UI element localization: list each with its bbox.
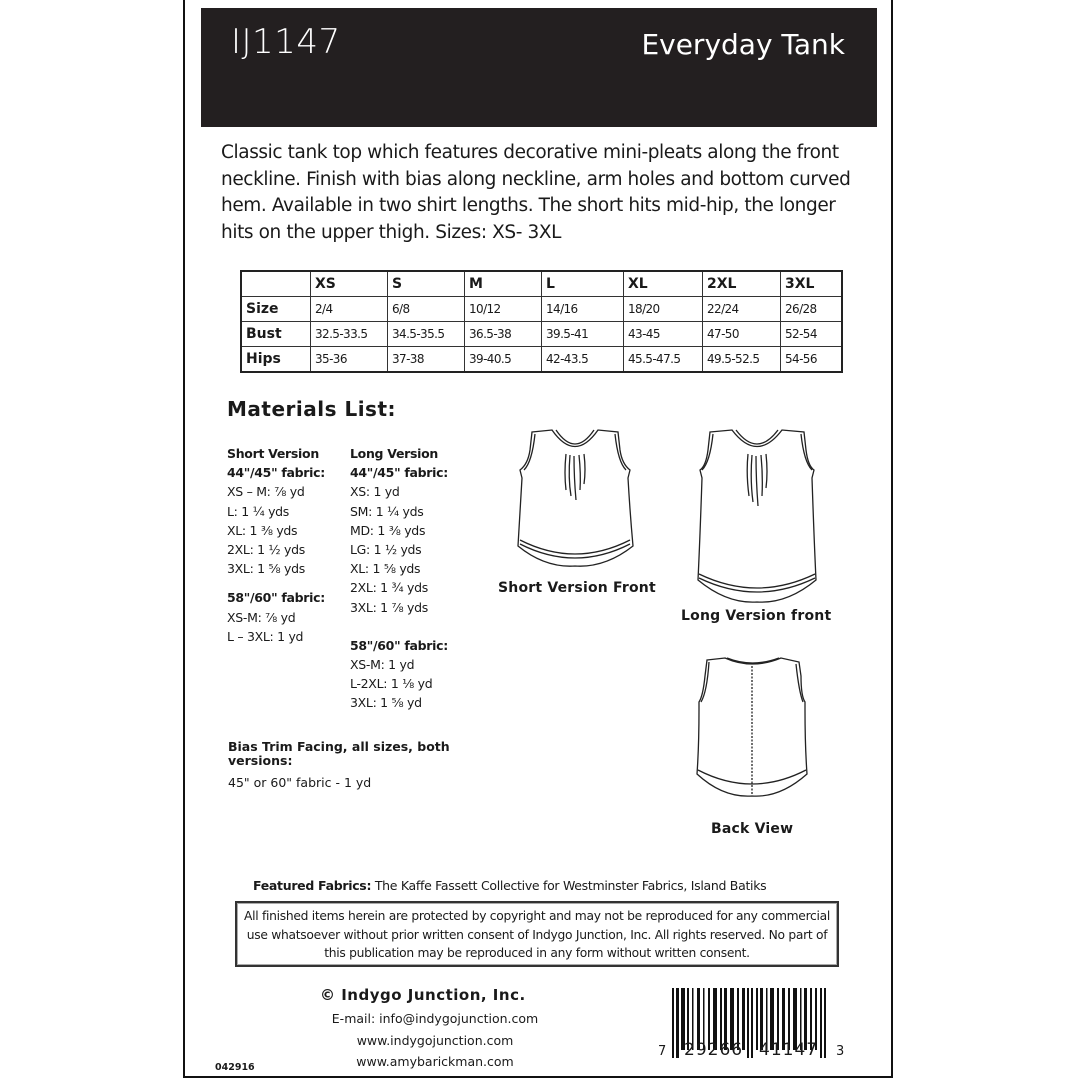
barcode-right-digits: 41147 bbox=[759, 1040, 819, 1060]
fabric-44-label: 44"/45" fabric: bbox=[227, 465, 325, 481]
cell: 37-38 bbox=[388, 347, 465, 373]
material-line: L – 3XL: 1 yd bbox=[227, 628, 304, 644]
cell: 18/20 bbox=[624, 297, 703, 322]
material-line: L: 1 ¼ yds bbox=[227, 503, 290, 519]
size-chart-row bbox=[241, 347, 842, 373]
size-chart-col-header: M bbox=[465, 271, 542, 297]
material-line: 3XL: 1 ⅞ yds bbox=[350, 599, 428, 615]
size-chart bbox=[240, 270, 843, 373]
material-line: XS-M: ⅞ yd bbox=[227, 609, 296, 625]
back-view-caption: Back View bbox=[711, 821, 794, 837]
material-line: SM: 1 ¼ yds bbox=[350, 503, 424, 519]
fabric-58-label: 58"/60" fabric: bbox=[227, 590, 325, 606]
website-link: www.amybarickman.com bbox=[356, 1054, 514, 1069]
size-chart-col-header: 2XL bbox=[703, 271, 781, 297]
cell: 47-50 bbox=[703, 322, 781, 347]
cell: 32.5-33.5 bbox=[311, 322, 388, 347]
cell: 2/4 bbox=[311, 297, 388, 322]
barcode-left-digits: 29266 bbox=[684, 1040, 744, 1060]
cell: 52-54 bbox=[781, 322, 843, 347]
fabric-44-label: 44"/45" fabric: bbox=[350, 465, 448, 481]
long-version-front-caption: Long Version front bbox=[681, 608, 832, 624]
pattern-code: IJ1147 bbox=[231, 22, 341, 62]
back-view-illustration bbox=[695, 656, 810, 806]
bias-trim-value: 45" or 60" fabric - 1 yd bbox=[228, 775, 372, 790]
featured-fabrics-label: Featured Fabrics: bbox=[253, 878, 372, 893]
cell: 39.5-41 bbox=[542, 322, 624, 347]
cell: 36.5-38 bbox=[465, 322, 542, 347]
material-line: MD: 1 ⅜ yds bbox=[350, 522, 426, 538]
material-line: 2XL: 1 ½ yds bbox=[227, 542, 305, 558]
material-line: 3XL: 1 ⅝ yd bbox=[350, 695, 422, 711]
cell: 39-40.5 bbox=[465, 347, 542, 373]
long-version-front-illustration bbox=[692, 428, 822, 608]
material-line: L-2XL: 1 ⅛ yd bbox=[350, 676, 433, 692]
fabric-58-label: 58"/60" fabric: bbox=[350, 637, 448, 653]
copyright-notice: All finished items herein are protected by copyright and may not be reproduced for any commercial use whatsoever without prior written consent of Indygo Junction, Inc. All rights reserved. No part of this publication may be reproduced in any form without written consent. bbox=[235, 901, 839, 967]
bias-trim-section bbox=[228, 740, 458, 792]
cell: 43-45 bbox=[624, 322, 703, 347]
size-chart-row bbox=[241, 297, 842, 322]
material-line: XS: 1 yd bbox=[350, 484, 400, 500]
cell: 26/28 bbox=[781, 297, 843, 322]
short-version-front-caption: Short Version Front bbox=[498, 580, 656, 596]
barcode-prefix-digit: 7 bbox=[658, 1044, 668, 1059]
material-line: 2XL: 1 ¾ yds bbox=[350, 580, 428, 596]
short-version-front-illustration bbox=[510, 428, 640, 573]
cell: 10/12 bbox=[465, 297, 542, 322]
material-line: XL: 1 ⅜ yds bbox=[227, 522, 298, 538]
size-chart-corner bbox=[241, 271, 311, 297]
cell: 42-43.5 bbox=[542, 347, 624, 373]
featured-fabrics-value: The Kaffe Fassett Collective for Westminster Fabrics, Island Batiks bbox=[374, 878, 767, 893]
materials-list-title: Materials List: bbox=[227, 397, 397, 421]
cell: 54-56 bbox=[781, 347, 843, 373]
print-code: 042916 bbox=[215, 1062, 255, 1073]
row-label: Hips bbox=[241, 347, 311, 373]
barcode-check-digit: 3 bbox=[836, 1044, 846, 1059]
size-chart-col-header: XL bbox=[624, 271, 703, 297]
size-chart-col-header: 3XL bbox=[781, 271, 843, 297]
company-name: © Indygo Junction, Inc. bbox=[320, 986, 526, 1004]
size-chart-row bbox=[241, 322, 842, 347]
featured-fabrics bbox=[253, 878, 766, 893]
pattern-description: Classic tank top which features decorative mini-pleats along the front neckline. Finish with bias along neckline, arm holes and bottom curved hem. Available in two shirt lengths. The short hits mid-hip, the longer hits on the upper thigh. Sizes: XS- 3XL bbox=[221, 142, 851, 243]
bias-trim-heading: Bias Trim Facing, all sizes, both versions: bbox=[228, 739, 450, 768]
header-banner bbox=[201, 8, 877, 127]
cell: 22/24 bbox=[703, 297, 781, 322]
cell: 14/16 bbox=[542, 297, 624, 322]
row-label: Bust bbox=[241, 322, 311, 347]
cell: 49.5-52.5 bbox=[703, 347, 781, 373]
size-chart-col-header: XS bbox=[311, 271, 388, 297]
size-chart-col-header: L bbox=[542, 271, 624, 297]
material-line: XS-M: 1 yd bbox=[350, 657, 415, 673]
cell: 6/8 bbox=[388, 297, 465, 322]
short-version-heading: Short Version bbox=[227, 446, 319, 461]
cell: 34.5-35.5 bbox=[388, 322, 465, 347]
size-chart-col-header: S bbox=[388, 271, 465, 297]
long-version-materials bbox=[350, 444, 448, 713]
size-chart-header-row bbox=[241, 271, 842, 297]
material-line: XL: 1 ⅝ yds bbox=[350, 561, 421, 577]
cell: 45.5-47.5 bbox=[624, 347, 703, 373]
email-address: E-mail: info@indygojunction.com bbox=[331, 1011, 539, 1026]
cell: 35-36 bbox=[311, 347, 388, 373]
material-line: XS – M: ⅞ yd bbox=[227, 484, 305, 500]
pattern-title: Everyday Tank bbox=[641, 28, 845, 61]
material-line: LG: 1 ½ yds bbox=[350, 542, 422, 558]
website-link: www.indygojunction.com bbox=[356, 1033, 514, 1048]
upc-barcode bbox=[656, 988, 856, 1068]
long-version-heading: Long Version bbox=[350, 446, 438, 461]
material-line: 3XL: 1 ⅝ yds bbox=[227, 561, 305, 577]
short-version-materials bbox=[227, 444, 325, 646]
row-label: Size bbox=[241, 297, 311, 322]
